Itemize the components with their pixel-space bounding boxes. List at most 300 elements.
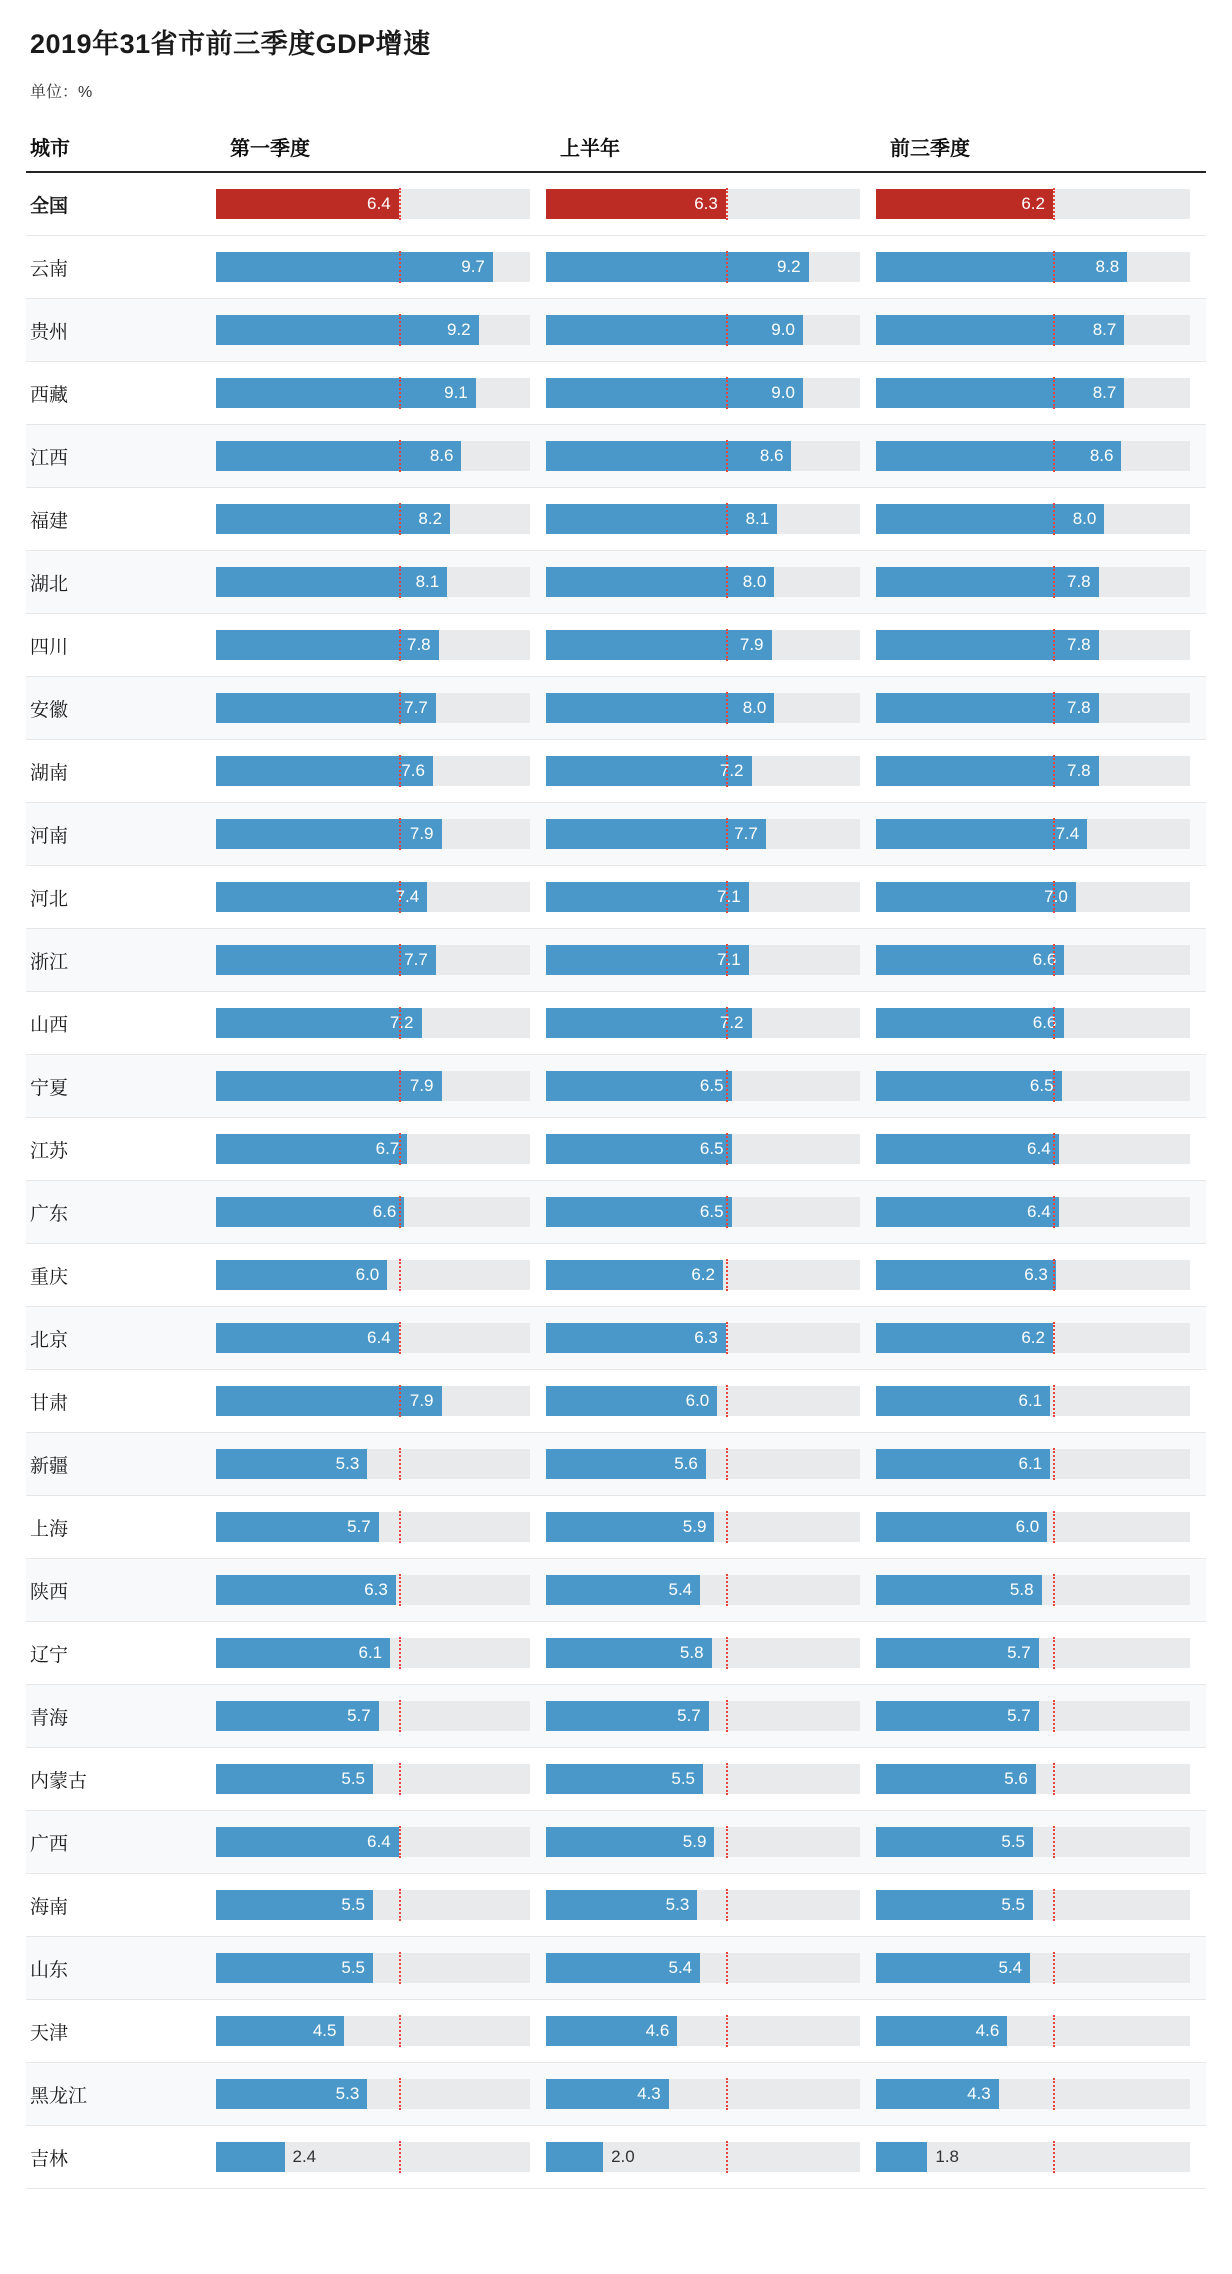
bar xyxy=(546,1449,706,1479)
row-label: 湖北 xyxy=(30,573,69,595)
row-label: 宁夏 xyxy=(30,1077,69,1099)
bar-value-label: 7.9 xyxy=(739,635,764,654)
bar-value-label: 6.4 xyxy=(367,1832,391,1851)
bar-cell xyxy=(876,1370,1206,1432)
bar-cell xyxy=(546,362,876,424)
bar-track xyxy=(876,1323,1190,1353)
bar-track xyxy=(546,693,860,723)
bar xyxy=(216,693,436,723)
reference-line xyxy=(399,1511,401,1543)
bar xyxy=(546,1890,697,1920)
column-header-q3-label: 前三季度 xyxy=(890,138,970,160)
bar-value-label: 5.4 xyxy=(668,1580,693,1599)
bar-track xyxy=(876,1953,1190,1983)
row-label: 贵州 xyxy=(30,321,69,343)
bar-cell xyxy=(546,236,876,298)
bar-track xyxy=(216,1953,530,1983)
bar xyxy=(546,756,752,786)
bar xyxy=(216,1512,379,1542)
bar-track xyxy=(546,1638,860,1668)
table-row xyxy=(26,677,1206,740)
bar xyxy=(546,189,726,219)
row-label: 海南 xyxy=(30,1896,69,1918)
bar-cell xyxy=(876,1937,1206,1999)
bar xyxy=(546,945,749,975)
bar-track xyxy=(546,2079,860,2109)
bar-value-label: 6.1 xyxy=(358,1643,383,1662)
bar-track xyxy=(216,1008,530,1038)
table-row xyxy=(26,299,1206,362)
bar-track xyxy=(216,189,530,219)
reference-line xyxy=(1053,2141,1055,2173)
reference-line xyxy=(1053,188,1055,220)
bar-value-label: 6.5 xyxy=(699,1139,724,1158)
bar-track xyxy=(876,1260,1190,1290)
bar xyxy=(216,1701,379,1731)
bar-value-label: 6.5 xyxy=(1029,1076,1054,1095)
bar-value-label: 9.1 xyxy=(444,383,468,402)
row-label: 辽宁 xyxy=(30,1644,69,1666)
reference-line xyxy=(726,1763,728,1795)
bar-track xyxy=(876,1134,1190,1164)
bar-value-label: 9.2 xyxy=(446,320,471,339)
bar-track xyxy=(216,693,530,723)
bar xyxy=(876,1449,1050,1479)
bar xyxy=(216,1827,399,1857)
bar-track xyxy=(546,945,860,975)
bar-value-label: 7.8 xyxy=(1067,572,1091,591)
bar-value-label: 5.9 xyxy=(682,1517,707,1536)
bar-cell xyxy=(216,1496,546,1558)
bar-cell xyxy=(546,1244,876,1306)
bar-cell xyxy=(216,1748,546,1810)
row-label: 云南 xyxy=(30,258,69,280)
bar-track xyxy=(876,567,1190,597)
reference-line xyxy=(1053,1826,1055,1858)
bar-value-label: 8.2 xyxy=(418,509,443,528)
reference-line xyxy=(1053,1574,1055,1606)
bar xyxy=(876,882,1076,912)
table-row xyxy=(26,1685,1206,1748)
bar-track xyxy=(546,882,860,912)
bar-value-label: 6.3 xyxy=(364,1580,388,1599)
bar xyxy=(546,567,774,597)
row-label: 山东 xyxy=(30,1959,69,1981)
bar-value-label: 5.6 xyxy=(1004,1769,1028,1788)
bar-value-label: 8.6 xyxy=(1089,446,1114,465)
reference-line xyxy=(399,1574,401,1606)
bar-value-label: 6.2 xyxy=(691,1265,715,1284)
bar xyxy=(216,882,427,912)
bar-cell xyxy=(876,1748,1206,1810)
row-label: 安徽 xyxy=(30,699,69,721)
row-label: 北京 xyxy=(30,1329,69,1351)
table-row xyxy=(26,1244,1206,1307)
bar-value-label: 8.0 xyxy=(742,572,767,591)
bar-value-label: 7.2 xyxy=(719,1013,744,1032)
bar-cell xyxy=(876,677,1206,739)
bar-track xyxy=(216,1638,530,1668)
reference-line xyxy=(726,1259,728,1291)
row-label: 江西 xyxy=(30,447,69,469)
bar-track xyxy=(216,504,530,534)
bar-track xyxy=(546,1071,860,1101)
bar-value-label: 5.8 xyxy=(1009,1580,1034,1599)
bar-cell xyxy=(546,1055,876,1117)
bar xyxy=(546,1134,732,1164)
bar-cell xyxy=(216,1118,546,1180)
bar-value-label: 5.8 xyxy=(679,1643,704,1662)
bar-value-label: 6.0 xyxy=(1015,1517,1040,1536)
bar-cell xyxy=(216,1307,546,1369)
bar-cell xyxy=(546,677,876,739)
bar-track xyxy=(216,1890,530,1920)
reference-line xyxy=(726,1574,728,1606)
table-row xyxy=(26,173,1206,236)
bar-track xyxy=(546,756,860,786)
table-row xyxy=(26,1370,1206,1433)
bar xyxy=(546,1071,732,1101)
bar-track xyxy=(546,315,860,345)
bar-track xyxy=(216,1134,530,1164)
bar-cell xyxy=(876,740,1206,802)
bar-value-label: 8.1 xyxy=(415,572,440,591)
row-label: 甘肃 xyxy=(30,1392,69,1414)
bar-value-label: 5.5 xyxy=(1001,1895,1025,1914)
bar-value-label: 6.3 xyxy=(1024,1265,1048,1284)
bar-track xyxy=(546,1701,860,1731)
bar-value-label: 7.8 xyxy=(1067,761,1091,780)
bar-cell xyxy=(876,299,1206,361)
bar-value-label: 6.5 xyxy=(699,1202,724,1221)
table-row xyxy=(26,1874,1206,1937)
bar-track xyxy=(216,378,530,408)
table-row xyxy=(26,866,1206,929)
bar xyxy=(546,1512,714,1542)
bar-cell xyxy=(876,866,1206,928)
table-row xyxy=(26,1118,1206,1181)
bar-cell xyxy=(546,1496,876,1558)
column-header-q1 xyxy=(216,132,546,161)
bar-value-label: 6.5 xyxy=(699,1076,724,1095)
bar-value-label: 5.9 xyxy=(682,1832,707,1851)
bar-track xyxy=(216,441,530,471)
reference-line xyxy=(399,1952,401,1984)
bar-cell xyxy=(216,1433,546,1495)
bar-cell xyxy=(876,1811,1206,1873)
bar xyxy=(546,1953,700,1983)
bar-cell xyxy=(546,1118,876,1180)
table-body xyxy=(26,173,1206,2189)
table-row xyxy=(26,2000,1206,2063)
bar-track xyxy=(876,945,1190,975)
bar-cell xyxy=(546,488,876,550)
bar-cell xyxy=(546,929,876,991)
bar-value-label: 8.7 xyxy=(1092,383,1117,402)
bar-value-label: 7.7 xyxy=(404,950,428,969)
bar-track xyxy=(216,945,530,975)
bar xyxy=(216,2016,344,2046)
table-row xyxy=(26,803,1206,866)
bar-cell xyxy=(546,1874,876,1936)
bar-track xyxy=(216,252,530,282)
bar-value-label: 6.2 xyxy=(1021,194,1045,213)
bar-cell xyxy=(546,992,876,1054)
bar-cell xyxy=(546,2126,876,2188)
table-header-row xyxy=(26,132,1206,173)
bar-cell xyxy=(216,1370,546,1432)
bar-cell xyxy=(876,173,1206,235)
bar xyxy=(546,630,772,660)
bar-track xyxy=(216,1071,530,1101)
row-label: 重庆 xyxy=(30,1266,69,1288)
bar xyxy=(216,315,479,345)
bar-cell xyxy=(216,362,546,424)
bar-cell xyxy=(216,614,546,676)
bar-track xyxy=(546,1953,860,1983)
bar-value-label: 5.4 xyxy=(998,1958,1023,1977)
bar-cell xyxy=(876,1559,1206,1621)
bar xyxy=(216,567,447,597)
bar-track xyxy=(876,1008,1190,1038)
bar-value-label: 7.4 xyxy=(395,887,420,906)
bar-track xyxy=(876,1827,1190,1857)
reference-line xyxy=(1053,2078,1055,2110)
bar-value-label: 8.8 xyxy=(1095,257,1120,276)
table-row xyxy=(26,1055,1206,1118)
bar-cell xyxy=(546,299,876,361)
bar-value-label: 4.6 xyxy=(975,2021,1000,2040)
bar xyxy=(216,945,436,975)
bar xyxy=(216,378,476,408)
reference-line xyxy=(1053,1448,1055,1480)
row-label: 湖南 xyxy=(30,762,69,784)
bar xyxy=(546,1008,752,1038)
bar xyxy=(546,1575,700,1605)
bar-track xyxy=(546,1197,860,1227)
bar xyxy=(216,189,399,219)
bar-cell xyxy=(546,614,876,676)
bar xyxy=(216,819,442,849)
bar xyxy=(216,1134,407,1164)
bar-cell xyxy=(216,1244,546,1306)
bar-cell xyxy=(546,740,876,802)
bar xyxy=(216,1890,373,1920)
bar-value-label: 8.7 xyxy=(1092,320,1117,339)
bar-value-label: 7.8 xyxy=(1067,698,1091,717)
bar-cell xyxy=(216,236,546,298)
bar-cell xyxy=(216,929,546,991)
reference-line xyxy=(1053,2015,1055,2047)
bar-value-label: 9.0 xyxy=(771,383,795,402)
bar xyxy=(876,1827,1033,1857)
bar-value-label: 7.8 xyxy=(407,635,431,654)
bar xyxy=(876,1701,1039,1731)
bar-value-label: 5.5 xyxy=(671,1769,695,1788)
reference-line xyxy=(726,1889,728,1921)
bar-track xyxy=(876,1197,1190,1227)
bar-value-label: 8.0 xyxy=(1072,509,1097,528)
bar-value-label: 5.3 xyxy=(665,1895,690,1914)
bar-track xyxy=(216,1449,530,1479)
bar xyxy=(546,2142,635,2172)
reference-line xyxy=(1053,1322,1055,1354)
reference-line xyxy=(726,2141,728,2173)
reference-line xyxy=(1053,1700,1055,1732)
bar xyxy=(876,378,1124,408)
table-row xyxy=(26,236,1206,299)
bar xyxy=(216,1071,442,1101)
bar-track xyxy=(546,1764,860,1794)
bar-value-label: 6.6 xyxy=(372,1202,397,1221)
bar-cell xyxy=(216,299,546,361)
bar xyxy=(876,1386,1050,1416)
bar-cell xyxy=(876,1118,1206,1180)
bar-value-label: 7.9 xyxy=(409,1076,434,1095)
reference-line xyxy=(1053,1763,1055,1795)
bar-value-label: 8.0 xyxy=(742,698,767,717)
bar-cell xyxy=(216,677,546,739)
bar xyxy=(876,504,1104,534)
bar xyxy=(216,2079,367,2109)
bar-track xyxy=(876,252,1190,282)
row-label: 黑龙江 xyxy=(30,2085,88,2107)
bar-cell xyxy=(876,2126,1206,2188)
bar-cell xyxy=(876,236,1206,298)
reference-line xyxy=(726,1385,728,1417)
bar xyxy=(546,315,803,345)
bar-cell xyxy=(216,866,546,928)
reference-line xyxy=(1053,1952,1055,1984)
bar-value-label: 5.7 xyxy=(1007,1706,1031,1725)
bar xyxy=(876,441,1121,471)
bar-value-label: 6.0 xyxy=(685,1391,710,1410)
bar-value-label: 6.4 xyxy=(1027,1139,1051,1158)
bar-track xyxy=(876,882,1190,912)
bar-track xyxy=(216,2016,530,2046)
bar-cell xyxy=(216,551,546,613)
bar xyxy=(546,441,791,471)
unit-label: 单位：% xyxy=(30,84,93,101)
bar xyxy=(876,1134,1059,1164)
bar-value-label: 7.9 xyxy=(409,1391,434,1410)
column-header-h1-label: 上半年 xyxy=(560,138,620,160)
bar-value-label: 6.1 xyxy=(1018,1391,1043,1410)
bar-value-label: 5.5 xyxy=(341,1769,365,1788)
bar-value-label: 6.1 xyxy=(1018,1454,1043,1473)
bar-value-label: 4.3 xyxy=(637,2084,661,2103)
bar-track xyxy=(546,1449,860,1479)
bar-value-label: 7.4 xyxy=(1055,824,1080,843)
bar-track xyxy=(216,567,530,597)
bar-cell xyxy=(546,866,876,928)
row-label: 上海 xyxy=(30,1518,69,1540)
table-row xyxy=(26,488,1206,551)
reference-line xyxy=(399,2015,401,2047)
bar-track xyxy=(546,252,860,282)
bar-cell xyxy=(546,551,876,613)
row-label: 西藏 xyxy=(30,384,69,406)
row-label: 江苏 xyxy=(30,1140,69,1162)
bar-value-label: 8.6 xyxy=(429,446,454,465)
bar-cell xyxy=(546,425,876,487)
reference-line xyxy=(399,1826,401,1858)
row-label: 河北 xyxy=(30,888,69,910)
bar-value-label: 5.7 xyxy=(347,1706,371,1725)
row-label: 广东 xyxy=(30,1203,69,1225)
reference-line xyxy=(1053,1637,1055,1669)
table-row xyxy=(26,2126,1206,2189)
row-label: 河南 xyxy=(30,825,69,847)
bar-track xyxy=(546,1827,860,1857)
reference-line xyxy=(399,188,401,220)
bar-cell xyxy=(216,1055,546,1117)
bar-track xyxy=(546,1575,860,1605)
bar-value-label: 7.1 xyxy=(717,887,741,906)
bar-value-label: 2.0 xyxy=(611,2147,635,2166)
bar-track xyxy=(216,2142,530,2172)
bar-value-label: 6.7 xyxy=(375,1139,400,1158)
bar xyxy=(216,1260,387,1290)
reference-line xyxy=(726,2015,728,2047)
bar-track xyxy=(546,1008,860,1038)
table-row xyxy=(26,740,1206,803)
bar xyxy=(876,189,1053,219)
bar-cell xyxy=(876,1181,1206,1243)
bar xyxy=(546,1827,714,1857)
bar xyxy=(546,693,774,723)
bar xyxy=(546,1323,726,1353)
bar-track xyxy=(216,1260,530,1290)
bar-track xyxy=(876,1764,1190,1794)
bar-track xyxy=(216,2079,530,2109)
table-row xyxy=(26,929,1206,992)
bar-cell xyxy=(876,1622,1206,1684)
bar-cell xyxy=(216,1685,546,1747)
bar-value-label: 6.6 xyxy=(1032,950,1057,969)
bar-value-label: 7.7 xyxy=(734,824,758,843)
bar xyxy=(546,819,766,849)
bar-track xyxy=(876,819,1190,849)
bar xyxy=(876,1575,1042,1605)
bar xyxy=(546,252,809,282)
bar-track xyxy=(876,630,1190,660)
column-header-name xyxy=(26,132,216,161)
bar-value-label: 5.6 xyxy=(674,1454,698,1473)
bar xyxy=(876,1260,1056,1290)
bar-cell xyxy=(876,1244,1206,1306)
bar xyxy=(546,1260,723,1290)
row-label: 四川 xyxy=(30,636,69,658)
table-row xyxy=(26,1622,1206,1685)
bar-value-label: 7.2 xyxy=(389,1013,414,1032)
bar-value-label: 6.6 xyxy=(1032,1013,1057,1032)
bar-track xyxy=(876,2016,1190,2046)
bar-value-label: 5.5 xyxy=(1001,1832,1025,1851)
reference-line xyxy=(726,2078,728,2110)
bar-track xyxy=(876,1512,1190,1542)
bar xyxy=(216,504,450,534)
bar xyxy=(216,1764,373,1794)
row-label: 陕西 xyxy=(30,1581,69,1603)
bar-value-label: 7.0 xyxy=(1044,887,1068,906)
column-header-name-label: 城市 xyxy=(30,138,70,160)
bar-track xyxy=(216,1323,530,1353)
bar xyxy=(876,945,1064,975)
bar xyxy=(216,756,433,786)
reference-line xyxy=(726,1448,728,1480)
bar-value-label: 4.5 xyxy=(312,2021,337,2040)
